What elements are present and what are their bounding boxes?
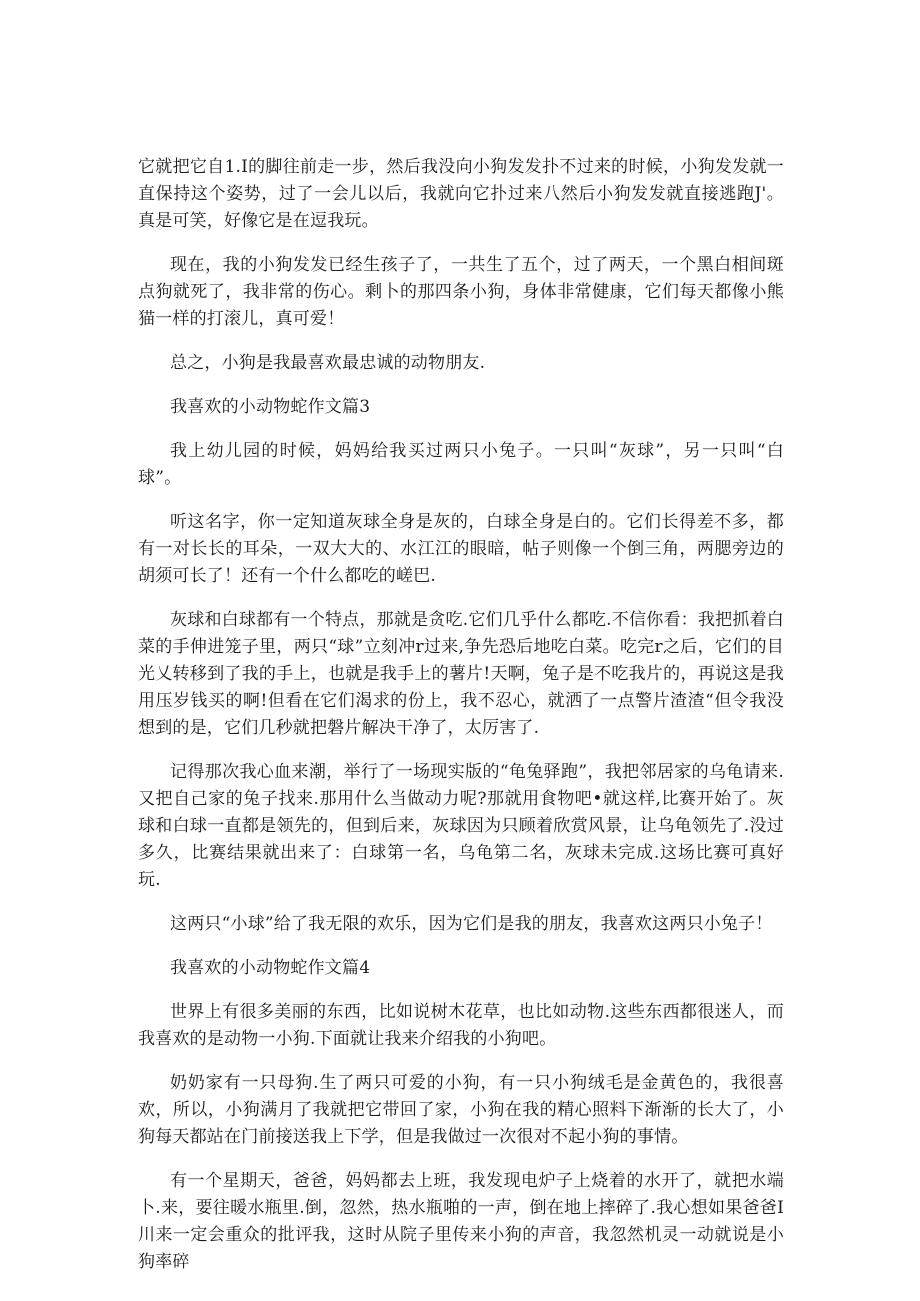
paragraph-2: 现在，我的小狗发发已经生孩子了，一共生了五个，过了两天，一个黑白相间斑点狗就死了，我非常的伤心。剩卜的那四条小狗，身体非常健康，它们每天都像小熊猫一样的打滚儿，真可爱！ xyxy=(138,255,784,329)
paragraph-3: 总之，小狗是我最喜欢最忠诚的动物朋友. xyxy=(170,353,486,373)
paragraph-1: 它就把它自1.I的脚往前走一步，然后我没向小狗发发扑不过来的时候，小狗发发就一直保持这个姿势，过了一会儿以后，我就向它扑过来八然后小狗发发就直接逃跑J'。真是可笑，好像它是在逗我玩。 xyxy=(138,157,784,231)
paragraph-4: 我上幼儿园的时候，妈妈给我买过两只小兔子。一只叫“灰球”，另一只叫“白球”。 xyxy=(138,441,784,488)
paragraph-11: 有一个星期天，爸爸，妈妈都去上班，我发现电炉子上烧着的水开了，就把水端卜.来，要往暖水瓶里.倒，忽然，热水瓶啪的一声，倒在地上摔碎了.我心想如果爸爸I川来一定会重众的批评我，这时从院子里传来小狗的声音，我忽然机灵一动就说是小狗率碎 xyxy=(138,1171,784,1272)
paragraph-9: 世界上有很多美丽的东西，比如说树木花草，也比如动物.这些东西都很迷人，而我喜欢的是动物一小狗.下面就让我来介绍我的小狗吧。 xyxy=(138,1002,784,1049)
paragraph-7: 记得那次我心血来潮，举行了一场现实版的“龟兔驿跑”，我把邻居家的乌龟请来.又把自己家的兔子找来.那用什么当做动力呢?那就用食物吧•就这样,比赛开始了。灰球和白球一直都是领先的，但到后来，灰球因为只顾着欣赏风景，让乌龟领先了.没过多久，比赛结果就出来了：白球第一名，乌龟第二名，灰球未完成.这场比赛可真好玩. xyxy=(138,762,784,890)
paragraph-6: 灰球和白球都有一个特点，那就是贪吃.它们几乎什么都吃.不信你看：我把抓着白菜的手伸进笼子里，两只“球”立刻冲r过来,争先恐后地吃白菜。吃完r之后，它们的目光乂转移到了我的手上，也就是我手上的薯片!天啊，兔子是不吃我片的，再说这是我用压岁钱买的啊!但看在它们渴求的份上，我不忍心，就洒了一点警片渣渣“但令我没想到的是，它们几秒就把磐片解决干净了，太厉害了. xyxy=(138,610,784,738)
document-body xyxy=(138,154,784,1293)
paragraph-8: 这两只“小球”给了我无限的欢乐，因为它们是我的朋友，我喜欢这两只小兔子！ xyxy=(170,914,773,934)
paragraph-5: 听这名字，你一定知道灰球全身是灰的，白球全身是白的。它们长得差不多，都有一对长长的耳朵，一双大大的、水江江的眼暗，帖子则像一个倒三角，两腮旁边的胡须可长了！还有一个什么都吃的嵯巴. xyxy=(138,512,784,586)
paragraph-10: 奶奶家有一只母狗.生了两只可爱的小狗，有一只小狗绒毛是金黄色的，我很喜欢，所以，小狗满月了我就把它带回了家，小狗在我的精心照料下渐渐的长大了，小狗每天都站在门前接送我上下学，但是我做过一次很对不起小狗的事情。 xyxy=(138,1073,784,1147)
section-heading-4: 我喜欢的小动物蛇作文篇4 xyxy=(170,958,371,978)
section-heading-3: 我喜欢的小动物蛇作文篇3 xyxy=(170,397,371,417)
